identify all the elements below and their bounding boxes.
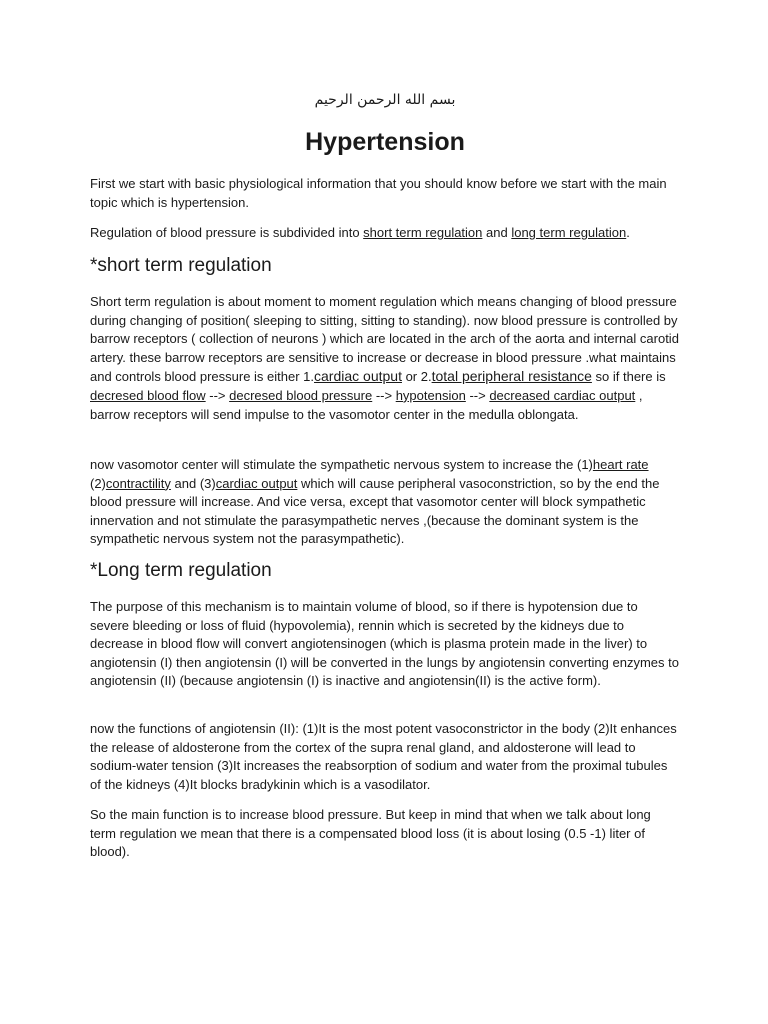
long-term-paragraph-1: The purpose of this mechanism is to maintain volume of blood, so if there is hypotension due to severe bleeding or loss of fluid (hypovolemia), rennin which is secreted by the kidneys due to decrease in blood flow will convert angiotensinogen (which is plasma protein made in the liver) to angiotensin (I) then angiotensin (I) will be converted in the lungs by angiotensin converting enzymes to angiotensin (II) (because angiotensin (I) is inactive and angiotensin(II) is the active form).: [90, 599, 679, 689]
short-p1-text-2: or 2.: [401, 369, 432, 385]
short-term-heading: *short term regulation: [90, 255, 272, 276]
heart-rate-term: heart rate: [592, 457, 649, 472]
short-p2-text-3: and (3): [170, 475, 216, 491]
decresed-blood-flow-term: decresed blood flow: [90, 387, 206, 403]
regulation-paragraph: [90, 224, 680, 243]
long-term-heading: *Long term regulation: [90, 560, 272, 581]
hypotension-term: hypotension: [395, 387, 466, 403]
total-peripheral-resistance-term: total peripheral resistance: [431, 368, 592, 385]
short-p1-text-3: so if there is: [591, 369, 666, 385]
intro-paragraph: First we start with basic physiological information that you should know before we start with the main topic which is hypertension.: [90, 176, 667, 210]
long-term-paragraph-2: now the functions of angiotensin (II): (1)It is the most potent vasoconstrictor in the body (2)It enhances the release of aldosterone from the cortex of the supra renal gland, and aldosterone will lead to sodium-water tension (3)It increases the reabsorption of sodium and water from the proximal tubules of the kidneys (4)It blocks bradykinin which is a vasodilator.: [90, 721, 677, 792]
short-p1-text-5: -->: [372, 387, 396, 403]
short-p1-text-4: -->: [205, 387, 230, 403]
regulation-text-3: .: [626, 225, 630, 240]
cardiac-output-term: cardiac output: [314, 368, 402, 385]
long-term-regulation-link: long term regulation: [511, 225, 627, 240]
short-p2-text-1: now vasomotor center will stimulate the sympathetic nervous system to increase the (1): [90, 457, 593, 472]
decresed-blood-pressure-term: decresed blood pressure: [229, 387, 373, 403]
short-p1-text-7: , barrow receptors will send impulse to the vasomotor center in the medulla oblongata.: [90, 387, 643, 422]
short-term-paragraph-1: [90, 293, 680, 424]
short-p1-text-1: Short term regulation is about moment to moment regulation which means changing of blood pressure during changing of position( sleeping to sitting, sitting to standing). now blood pressure is controlled by barrow receptors ( collection of neurons ) which are located in the arch of the aorta and internal carotid artery. these barrow receptors are sensitive to increase or decrease in blood pressure .what maintains and controls blood pressure is either 1.: [90, 294, 679, 385]
decreased-cardiac-output-term: decreased cardiac output: [489, 387, 636, 403]
short-p2-text-4: which will cause peripheral vasoconstriction, so by the end the blood pressure will increase. And vice versa, except that vasomotor center will block sympathetic innervation and not stimulate the parasympathetic nerves ,(because the dominant system is the sympathetic nervous system not the parasympathetic).: [90, 475, 660, 547]
long-term-paragraph-3: So the main function is to increase blood pressure. But keep in mind that when we talk about long term regulation we mean that there is a compensated blood loss (it is about losing (0.5 -1) liter of blood).: [90, 807, 651, 860]
regulation-text-1: Regulation of blood pressure is subdivided into: [90, 225, 364, 240]
document-title: Hypertension: [305, 128, 465, 156]
short-p1-text-6: -->: [465, 387, 490, 403]
short-term-regulation-link: short term regulation: [363, 225, 483, 240]
basmala: بسم الله الرحمن الرحيم: [314, 92, 456, 108]
cardiac-output-term-2: cardiac output: [215, 475, 298, 491]
short-term-paragraph-2: [90, 456, 680, 549]
short-p2-text-2: (2): [90, 475, 106, 491]
contractility-term: contractility: [105, 475, 171, 491]
regulation-text-2: and: [482, 225, 512, 240]
